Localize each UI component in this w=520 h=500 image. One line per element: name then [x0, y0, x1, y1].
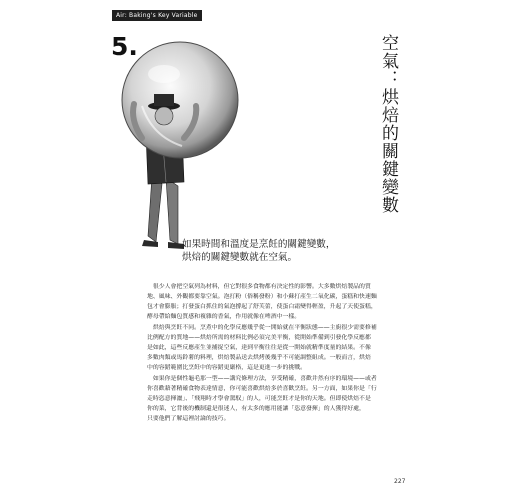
body-line: 酵母帶給麵包質感和複雜的香氣，作用就像在啤酒中一樣。	[147, 314, 301, 320]
body-line: 比例配方的質地——烘焙所需的材料比例必須完美平衡，從開始準備到引發化學反應都	[147, 335, 371, 341]
body-line: 多數肉類或馬鈴薯的料理，烘焙製品送去烘烤後幾乎不可能調整組成。一般而言，烘焙	[147, 355, 371, 361]
chapter-title: 空氣：烘焙的關鍵變數	[378, 34, 398, 214]
pull-quote	[182, 238, 402, 264]
pull-quote-line: 如果時間和溫度是烹飪的關鍵變數，	[182, 239, 336, 250]
body-line: 走時恣意揮灑」、「飛翔時才學會駕馭」的人，可能烹飪才是你的天地。但即使烘焙不是	[147, 396, 371, 402]
body-line: 包才會膨脹；打發蛋白抓住的氣泡撐起了舒芙蕾，使蛋白霜變得輕盈，升起了天使蛋糕，	[147, 304, 377, 310]
page-number: 227	[394, 478, 406, 485]
body-line: 很少人會把空氣列為材料，但它對很多食物都有決定性的影響。大多數烘焙製品的質	[147, 284, 371, 290]
body-line: 中的容錯範圍比烹飪中的容錯更嚴格，這是更進一步的挑戰。	[147, 365, 307, 371]
body-line: 烘焙與烹飪不同。烹煮中的化學反應幾乎從一開始就在平衡狀態——主廚很少需要修補	[147, 325, 377, 331]
body-line: 是如此，這些反應產生並捕捉空氣，達到平衡往往是從一開始就精準度量的結果。不像	[147, 345, 371, 351]
chapter-number: 5.	[111, 32, 138, 61]
body-line: 只要他們了解這裡討論的技巧。	[147, 416, 230, 422]
body-line: 你喜歡藉著精確食物表達情意，你可能喜歡烘焙多於喜歡烹飪。另一方面，如果你是「行	[147, 386, 377, 392]
body-line: 地、風味、外觀都要靠空氣。泡打粉（俗稱發粉）和小蘇打產生二氧化碳，蛋糕和快速麵	[147, 294, 377, 300]
pull-quote-line: 烘焙的關鍵變數就在空氣。	[182, 252, 298, 263]
body-line: 如果你是個性龜毛那一型——講究條理方法，享受精確，喜歡井然有序的環境——或者	[147, 376, 377, 382]
chapter-photo	[111, 32, 252, 256]
body-line: 你的菜，它背後的機制還是很迷人，有太多的應用能讓「恣意發揮」的人獲得好處，	[147, 406, 365, 412]
running-head: Air: Baking's Key Variable	[112, 10, 202, 21]
body-text	[147, 282, 381, 424]
